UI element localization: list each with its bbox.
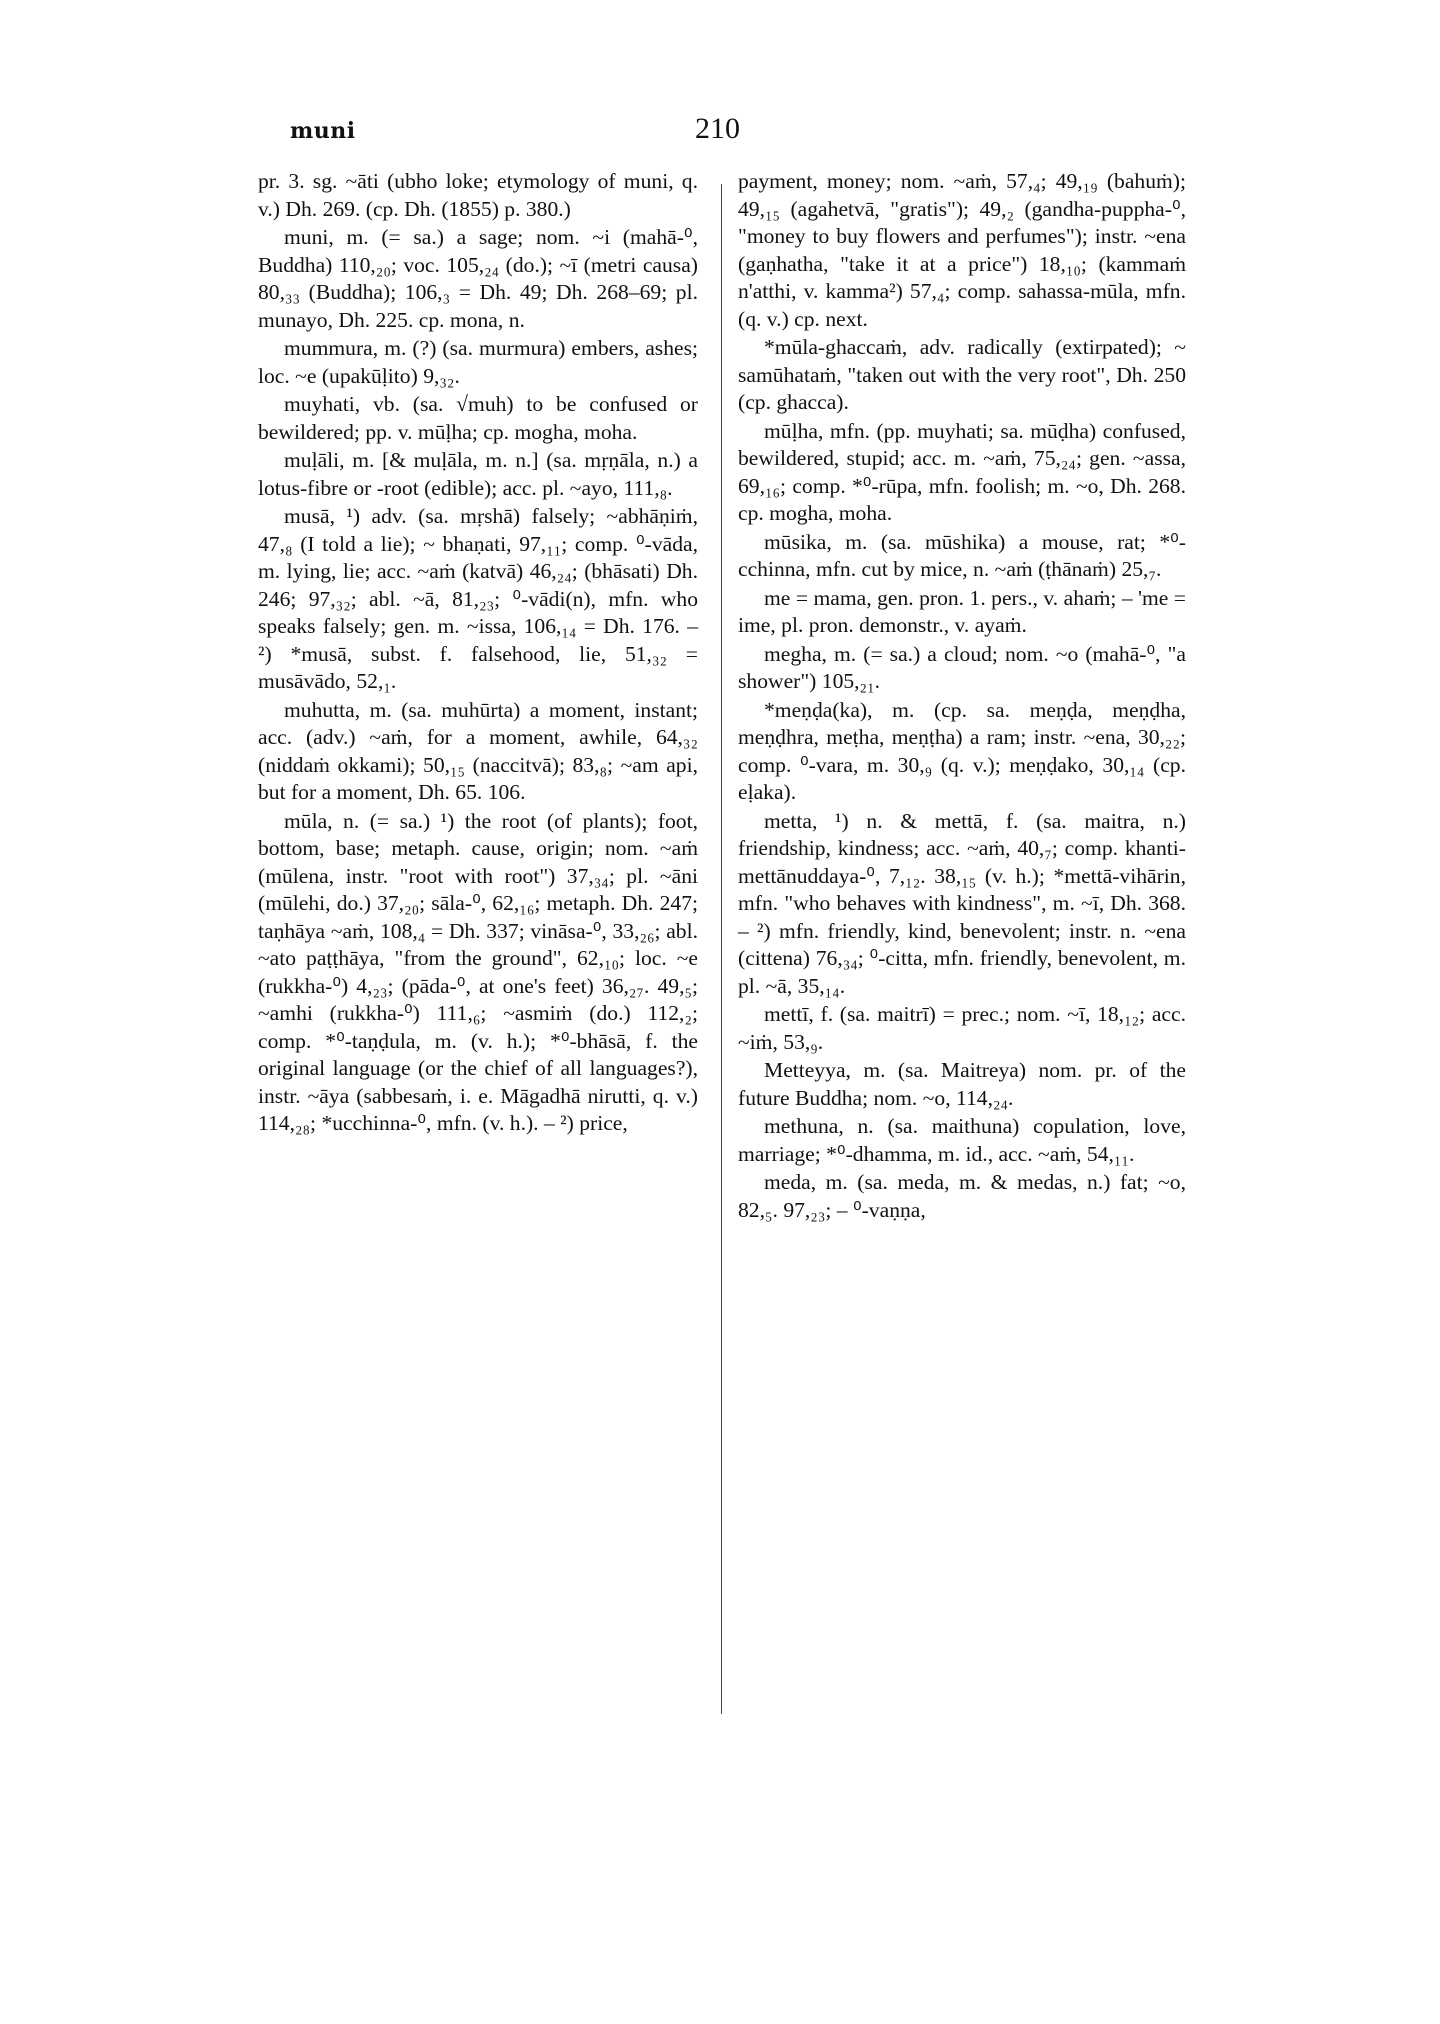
entry-me: me = mama, gen. pron. 1. pers., v. ahaṁ; – 'me = ime, pl. pron. demonstr., v. ayaṁ. <box>738 585 1186 637</box>
running-head: muni <box>290 118 356 144</box>
entry-meda: meda, m. (sa. meda, m. & medas, n.) fat; ~o, 82,₅. 97,₂₃; – ⁰-vaṇṇa, <box>738 1170 1186 1222</box>
entry-muni-continued: pr. 3. sg. ~āti (ubho loke; etymology of muni, q. v.) Dh. 269. (cp. Dh. (1855) p. 380.) <box>258 169 698 221</box>
entry-methuna: methuna, n. (sa. maithuna) copulation, love, marriage; *⁰-dhamma, m. id., acc. ~aṁ, 54,₁₁. <box>738 1114 1186 1166</box>
entry-metta: metta, ¹) n. & mettā, f. (sa. maitra, n.) friendship, kindness; acc. ~aṁ, 40,₇; comp. khanti-mettānuddaya-⁰, 7,₁₂. 38,₁₅ (v. h.); *mettā-vihārin, mfn. "who behaves with kindness", m. ~ī, Dh. 368. – ²) mfn. friendly, kind, benevolent; instr. n. ~ena (cittena) 76,₃₄; ⁰-citta, mfn. friendly, benevolent, m. pl. ~ā, 35,₁₄. <box>738 808 1186 998</box>
entry-muyhati: muyhati, vb. (sa. √muh) to be confused or bewildered; pp. v. mūḷha; cp. mogha, moha. <box>258 392 698 444</box>
right-column <box>738 168 1186 1225</box>
entry-megha: megha, m. (= sa.) a cloud; nom. ~o (mahā-⁰, "a shower") 105,₂₁. <box>738 641 1186 693</box>
entry-metti: mettī, f. (sa. maitrī) = prec.; nom. ~ī, 18,₁₂; acc. ~iṁ, 53,₉. <box>738 1002 1186 1054</box>
entry-metteyya: Metteyya, m. (sa. Maitreya) nom. pr. of the future Buddha; nom. ~o, 114,₂₄. <box>738 1058 1186 1110</box>
entry-mula: mūla, n. (= sa.) ¹) the root (of plants); foot, bottom, base; metaph. cause, origin; nom. ~aṁ (mūlena, instr. "root with root") 37,₃₄; pl. ~āni (mūlehi, do.) 37,₂₀; sāla-⁰, 62,₁₆; metaph. Dh. 247; taṇhāya ~aṁ, 108,₄ = Dh. 337; vināsa-⁰, 33,₂₆; abl. ~ato paṭṭhāya, "from the ground", 62,₁₀; loc. ~e (rukkha-⁰) 4,₂₃; (pāda-⁰, at one's feet) 36,₂₇. 49,₅; ~amhi (rukkha-⁰) 111,₆; ~asmiṁ (do.) 112,₂; comp. *⁰-taṇḍula, m. (v. h.); *⁰-bhāsā, f. the original language (or the chief of all languages?), instr. ~āya (sabbesaṁ, i. e. Māgadhā nirutti, q. v.) 114,₂₈; *ucchinna-⁰, mfn. (v. h.). – ²) price, <box>258 808 698 1135</box>
page-number: 210 <box>695 112 740 145</box>
entry-mula-continued: payment, money; nom. ~aṁ, 57,₄; 49,₁₉ (bahuṁ); 49,₁₅ (agahetvā, "gratis"); 49,₂ (gandha-puppha-⁰, "money to buy flowers and perfumes"); instr. ~ena (gaṇhatha, "take it at a price") 18,₁₀; (kammaṁ n'atthi, v. kamma²) 57,₄; comp. sahassa-mūla, mfn. (q. v.) cp. next. <box>738 169 1186 331</box>
entry-muhutta: muhutta, m. (sa. muhūrta) a moment, instant; acc. (adv.) ~aṁ, for a moment, awhile, 64,₃₂ (niddaṁ okkami); 50,₁₅ (naccitvā); 83,₈; ~am api, but for a moment, Dh. 65. 106. <box>258 697 698 804</box>
entry-musika: mūsika, m. (sa. mūshika) a mouse, rat; *⁰-cchinna, mfn. cut by mice, n. ~aṁ (ṭhānaṁ) 25,₇. <box>738 529 1186 581</box>
entry-mula-ghaccam: *mūla-ghaccaṁ, adv. radically (extirpated); ~ samūhataṁ, "taken out with the very root", Dh. 250 (cp. ghacca). <box>738 335 1186 414</box>
column-divider <box>721 184 722 1714</box>
entry-mulha: mūḷha, mfn. (pp. muyhati; sa. mūḍha) confused, bewildered, stupid; acc. m. ~aṁ, 75,₂₄; gen. ~assa, 69,₁₆; comp. *⁰-rūpa, mfn. foolish; m. ~o, Dh. 268. cp. mogha, moha. <box>738 418 1186 525</box>
entry-muni: muni, m. (= sa.) a sage; nom. ~i (mahā-⁰, Buddha) 110,₂₀; voc. 105,₂₄ (do.); ~ī (metri causa) 80,₃₃ (Buddha); 106,₃ = Dh. 49; Dh. 268–69; pl. munayo, Dh. 225. cp. mona, n. <box>258 225 698 332</box>
entry-musa: musā, ¹) adv. (sa. mṛshā) falsely; ~abhāṇiṁ, 47,₈ (I told a lie); ~ bhaṇati, 97,₁₁; comp. ⁰-vāda, m. lying, lie; acc. ~aṁ (katvā) 46,₂₄; (bhāsati) Dh. 246; 97,₃₂; abl. ~ā, 81,₂₃; ⁰-vādi(n), mfn. who speaks falsely; gen. m. ~issa, 106,₁₄ = Dh. 176. – ²) *musā, subst. f. falsehood, lie, 51,₃₂ = musāvādo, 52,₁. <box>258 504 698 693</box>
entry-mummura: mummura, m. (?) (sa. murmura) embers, ashes; loc. ~e (upakūḷito) 9,₃₂. <box>258 336 698 388</box>
left-column <box>258 168 698 1139</box>
entry-mulali: muḷāli, m. [& muḷāla, m. n.] (sa. mṛṇāla, n.) a lotus-fibre or -root (edible); acc. pl. ~ayo, 111,₈. <box>258 448 698 500</box>
entry-menda: *meṇḍa(ka), m. (cp. sa. meṇḍa, meṇḍha, meṇḍhra, meṭha, meṇṭha) a ram; instr. ~ena, 30,₂₂; comp. ⁰-vara, m. 30,₉ (q. v.); meṇḍako, 30,₁₄ (cp. eḷaka). <box>738 697 1186 804</box>
